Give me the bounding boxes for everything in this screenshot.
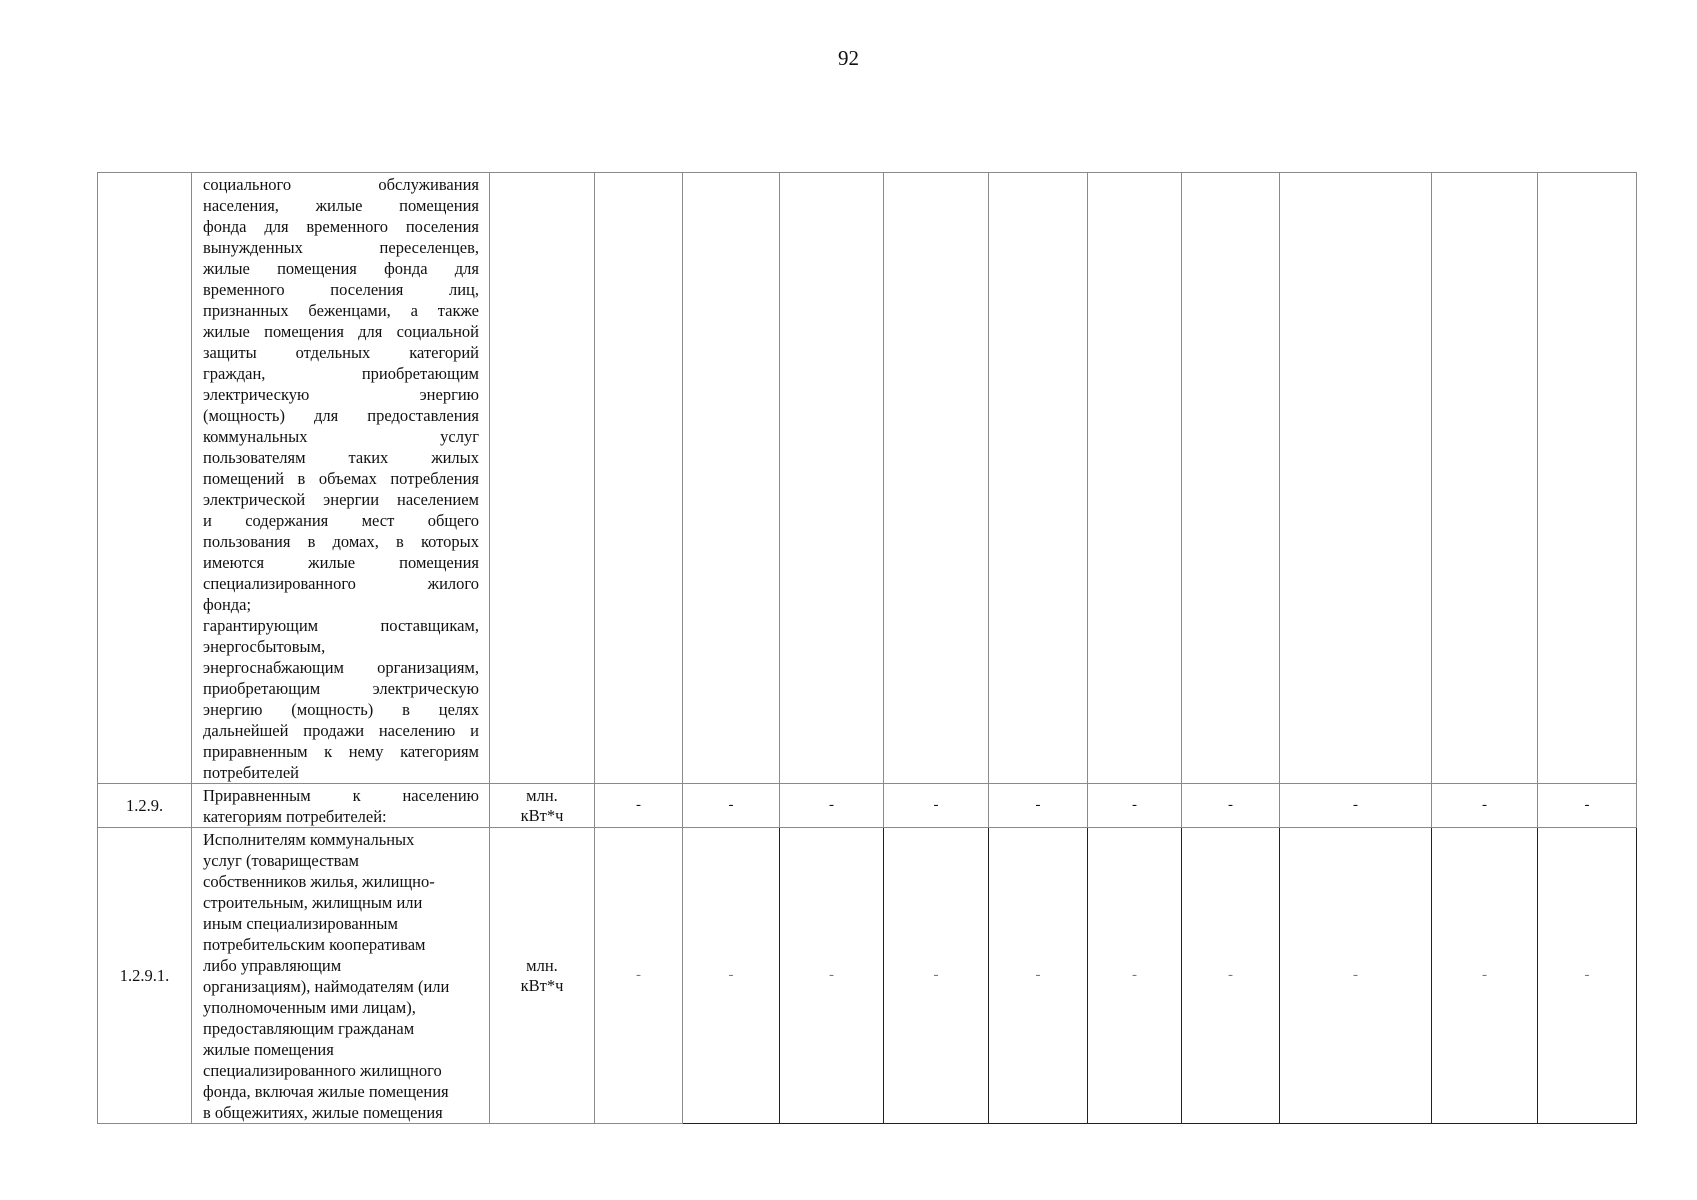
value-cell: - [1088,828,1182,1124]
description-line: предоставляющим гражданам [203,1019,415,1038]
row-number-cell: 1.2.9. [98,784,192,828]
description-line: специализированного жилищного [203,1061,442,1080]
value-cell: - [780,784,884,828]
description-cell [192,784,490,828]
unit-cell [490,173,595,784]
description-line: в общежитиях, жилые помещения [203,1103,443,1122]
value-cell [595,173,683,784]
value-cell: - [989,828,1088,1124]
value-cell: - [884,828,989,1124]
table-row [98,828,1637,1124]
description-cell [192,173,490,784]
value-cell: - [595,784,683,828]
description-line: энергоснабжающим организациям, [203,658,479,677]
value-cell: - [683,784,780,828]
description-line: жилые помещения [203,1040,334,1059]
row-number-cell [98,173,192,784]
value-cell [989,173,1088,784]
description-line: приравненным к нему категориям [203,742,479,761]
description-line: фонда, включая жилые помещения [203,1082,449,1101]
description-line: электрическую энергию [203,385,479,404]
value-cell: - [1538,828,1637,1124]
description-line: потребителей [203,763,299,782]
table-row [98,173,1637,784]
description-line: граждан, приобретающим [203,364,479,383]
description-line: признанных беженцами, а также [203,301,479,320]
value-cell [1088,173,1182,784]
value-cell [780,173,884,784]
description-line: уполномоченным ими лицам), [203,998,416,1017]
description-line: фонда для временного поселения [203,217,479,236]
value-cell: - [1280,828,1432,1124]
description-line: строительным, жилищным или [203,893,423,912]
description-line: временного поселения лиц, [203,280,479,299]
value-cell [1280,173,1432,784]
description-line: (мощность) для предоставления [203,406,479,425]
description-line: организациям), наймодателям (или [203,977,450,996]
value-cell: - [683,828,780,1124]
value-cell [1432,173,1538,784]
description-line: и содержания мест общего [203,511,479,530]
description-line: либо управляющим [203,956,342,975]
description-line: энергосбытовым, [203,637,326,656]
value-cell: - [884,784,989,828]
description-line: дальнейшей продажи населению и [203,721,479,740]
description-line: гарантирующим поставщикам, [203,616,479,635]
description-line: энергию (мощность) в целях [203,700,479,719]
value-cell: - [1182,828,1280,1124]
value-cell [1538,173,1637,784]
value-cell: - [1432,784,1538,828]
value-cell: - [1182,784,1280,828]
description-line: жилые помещения для социальной [203,322,479,341]
value-cell [683,173,780,784]
description-line: населения, жилые помещения [203,196,479,215]
description-line: иным специализированным [203,914,398,933]
page-number: 92 [838,46,859,70]
description-line: пользователям таких жилых [203,448,479,467]
description-line: вынужденных переселенцев, [203,238,479,257]
description-line: приобретающим электрическую [203,679,479,698]
unit-cell: млн. кВт*ч [490,828,595,1124]
description-cell [192,828,490,1124]
description-line: коммунальных услуг [203,427,479,446]
description-line: Приравненным к населению [203,786,479,805]
description-line: потребительским кооперативам [203,935,426,954]
value-cell: - [780,828,884,1124]
value-cell [884,173,989,784]
description-line: фонда; [203,595,252,614]
value-cell: - [1280,784,1432,828]
description-line: специализированного жилого [203,574,479,593]
description-line: имеются жилые помещения [203,553,479,572]
unit-cell: млн. кВт*ч [490,784,595,828]
value-cell: - [1538,784,1637,828]
value-cell: - [1432,828,1538,1124]
description-line: помещений в объемах потребления [203,469,479,488]
data-table [97,172,1637,1124]
description-line: собственников жилья, жилищно- [203,872,435,891]
value-cell: - [595,828,683,1124]
value-cell: - [989,784,1088,828]
description-line: жилые помещения фонда для [203,259,479,278]
description-line: категориям потребителей: [203,807,387,826]
value-cell [1182,173,1280,784]
description-line: электрической энергии населением [203,490,479,509]
table-row [98,784,1637,828]
value-cell: - [1088,784,1182,828]
description-line: услуг (товариществам [203,851,359,870]
description-line: пользования в домах, в которых [203,532,479,551]
row-number-cell: 1.2.9.1. [98,828,192,1124]
description-line: защиты отдельных категорий [203,343,479,362]
description-line: Исполнителям коммунальных [203,830,415,849]
description-line: социального обслуживания [203,175,479,194]
